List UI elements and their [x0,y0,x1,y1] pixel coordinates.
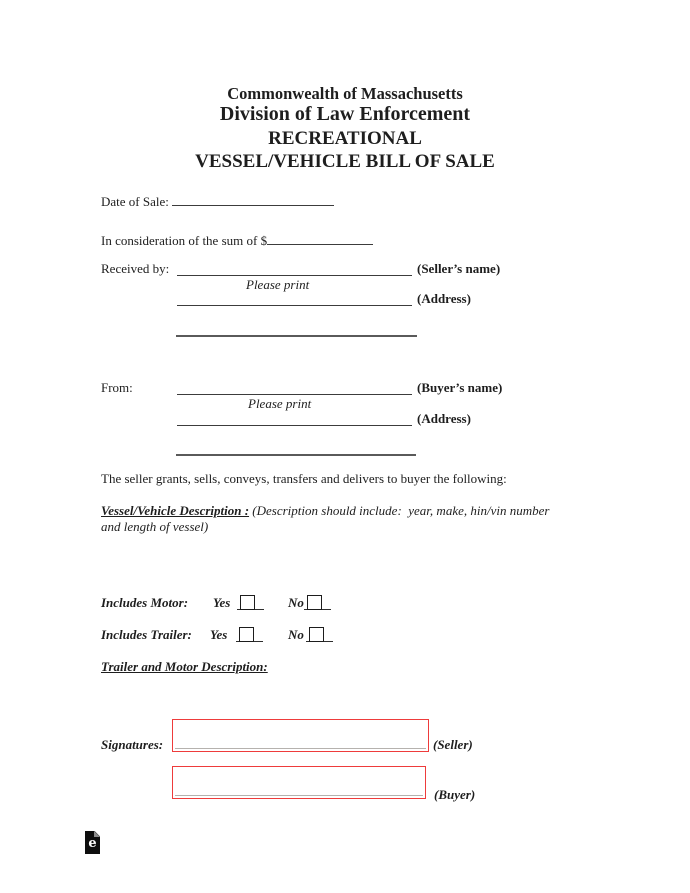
vessel-description-heading: Vessel/Vehicle Description : [101,503,250,518]
buyer-signature-field[interactable] [172,766,426,799]
checkbox-square [240,595,255,610]
vessel-description-note-2: and length of vessel) [101,519,209,534]
checkbox-square [307,595,322,610]
please-print-note-buyer: Please print [248,396,312,411]
date-of-sale-line[interactable] [172,192,334,206]
trailer-no-checkbox[interactable] [306,622,333,642]
consideration-label: In consideration of the sum of $ [101,233,268,248]
received-by-label: Received by: [101,261,170,276]
header-recreational: RECREATIONAL [268,128,422,149]
trailer-yes-checkbox[interactable] [236,622,263,642]
seller-signature-caption: (Seller) [433,737,473,752]
eforms-logo [85,831,100,854]
date-of-sale-label: Date of Sale: [101,194,169,209]
seller-address-caption: (Address) [417,291,471,306]
motor-yes-label: Yes [213,595,231,610]
seller-name-line[interactable] [177,261,412,276]
buyer-address-caption: (Address) [417,411,471,426]
includes-trailer-label: Includes Trailer: [101,627,192,642]
buyer-name-line[interactable] [177,380,412,395]
please-print-note-seller: Please print [246,277,310,292]
seller-signature-field[interactable] [172,719,429,752]
seller-address-line-2[interactable] [176,335,417,337]
motor-no-checkbox[interactable] [304,590,331,610]
seller-address-line[interactable] [177,291,412,306]
seller-name-caption: (Seller’s name) [417,261,501,276]
checkbox-square [239,627,254,642]
seller-signature-line [175,748,426,749]
logo-letter: e [88,836,97,851]
buyer-address-line-2[interactable] [176,454,416,456]
trailer-motor-description-heading: Trailer and Motor Description: [101,659,268,674]
grant-statement: The seller grants, sells, conveys, transfers and delivers to buyer the following: [101,471,507,486]
motor-no-label: No [288,595,304,610]
vessel-description-note: (Description should include: year, make, hin/vin number [252,503,550,518]
from-label: From: [101,380,133,395]
trailer-yes-label: Yes [210,627,228,642]
buyer-signature-caption: (Buyer) [434,787,476,802]
signatures-label: Signatures: [101,737,164,752]
trailer-no-label: No [288,627,304,642]
buyer-address-line[interactable] [177,411,412,426]
amount-line[interactable] [267,231,373,245]
header-vessel-bill-of-sale: VESSEL/VEHICLE BILL OF SALE [195,151,495,172]
buyer-signature-line [175,795,423,796]
checkbox-square [309,627,324,642]
header-division: Division of Law Enforcement [219,103,471,125]
motor-yes-checkbox[interactable] [237,590,264,610]
includes-motor-label: Includes Motor: [101,595,189,610]
buyer-name-caption: (Buyer’s name) [417,380,503,395]
header-commonwealth: Commonwealth of Massachusetts [227,84,463,103]
